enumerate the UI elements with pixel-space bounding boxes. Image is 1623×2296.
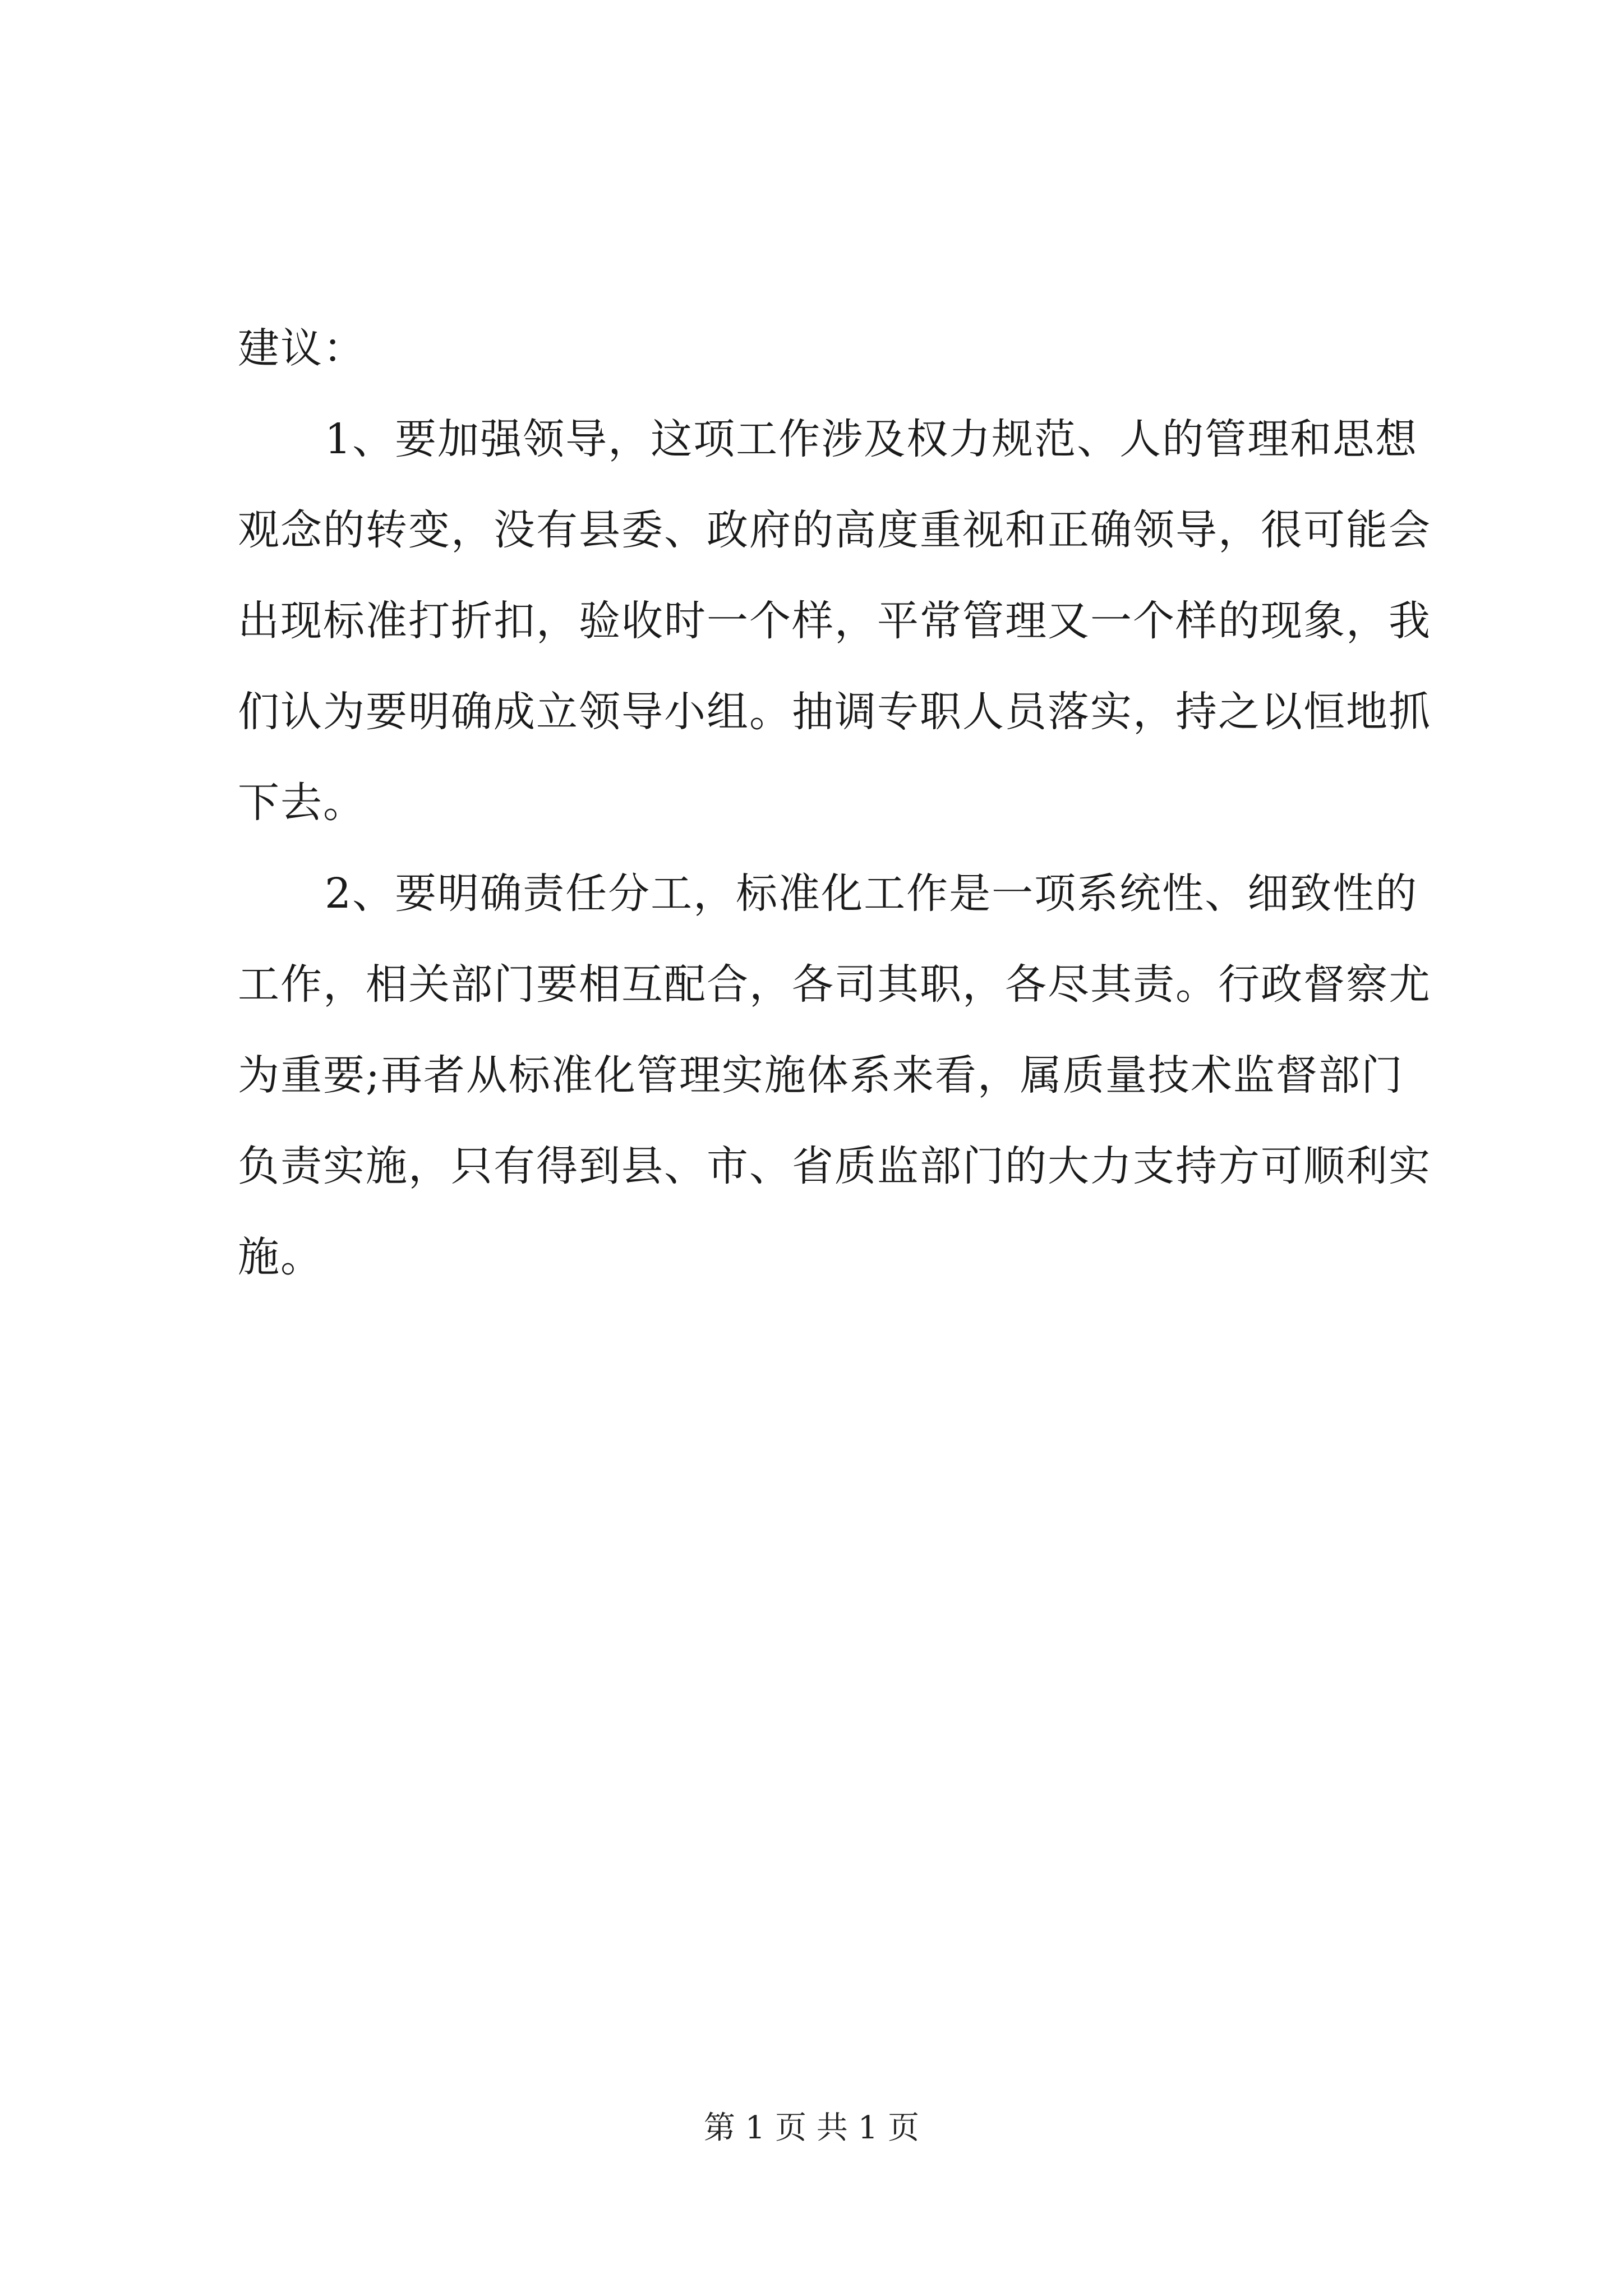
paragraph-line: 观念的转变，没有县委、政府的高度重视和正确领导，很可能会 [238, 506, 1431, 554]
paragraph-line: 2、要明确责任分工，标准化工作是一项系统性、细致性的 [325, 869, 1418, 918]
paragraph-2 [238, 848, 1431, 1303]
paragraph-line: 施。 [238, 1233, 323, 1281]
paragraph-line: 工作，相关部门要相互配合，各司其职，各尽其责。行政督察尤 [238, 960, 1431, 1009]
section-heading: 建议： [238, 324, 366, 372]
paragraph-line: 1、要加强领导，这项工作涉及权力规范、人的管理和思想 [325, 415, 1418, 463]
paragraph-line: 们认为要明确成立领导小组。抽调专职人员落实，持之以恒地抓 [238, 688, 1431, 736]
paragraph-line: 下去。 [238, 779, 366, 827]
paragraph-line: 出现标准打折扣，验收时一个样，平常管理又一个样的现象，我 [238, 597, 1431, 645]
paragraph-line: 负责实施，只有得到县、市、省质监部门的大力支持方可顺利实 [238, 1142, 1431, 1190]
paragraph-line: 为重要;再者从标准化管理实施体系来看，属质量技术监督部门 [238, 1051, 1404, 1099]
paragraph-1 [238, 394, 1431, 848]
page-number-footer: 第 1 页 共 1 页 [703, 2110, 920, 2146]
document-body [238, 303, 1431, 1303]
